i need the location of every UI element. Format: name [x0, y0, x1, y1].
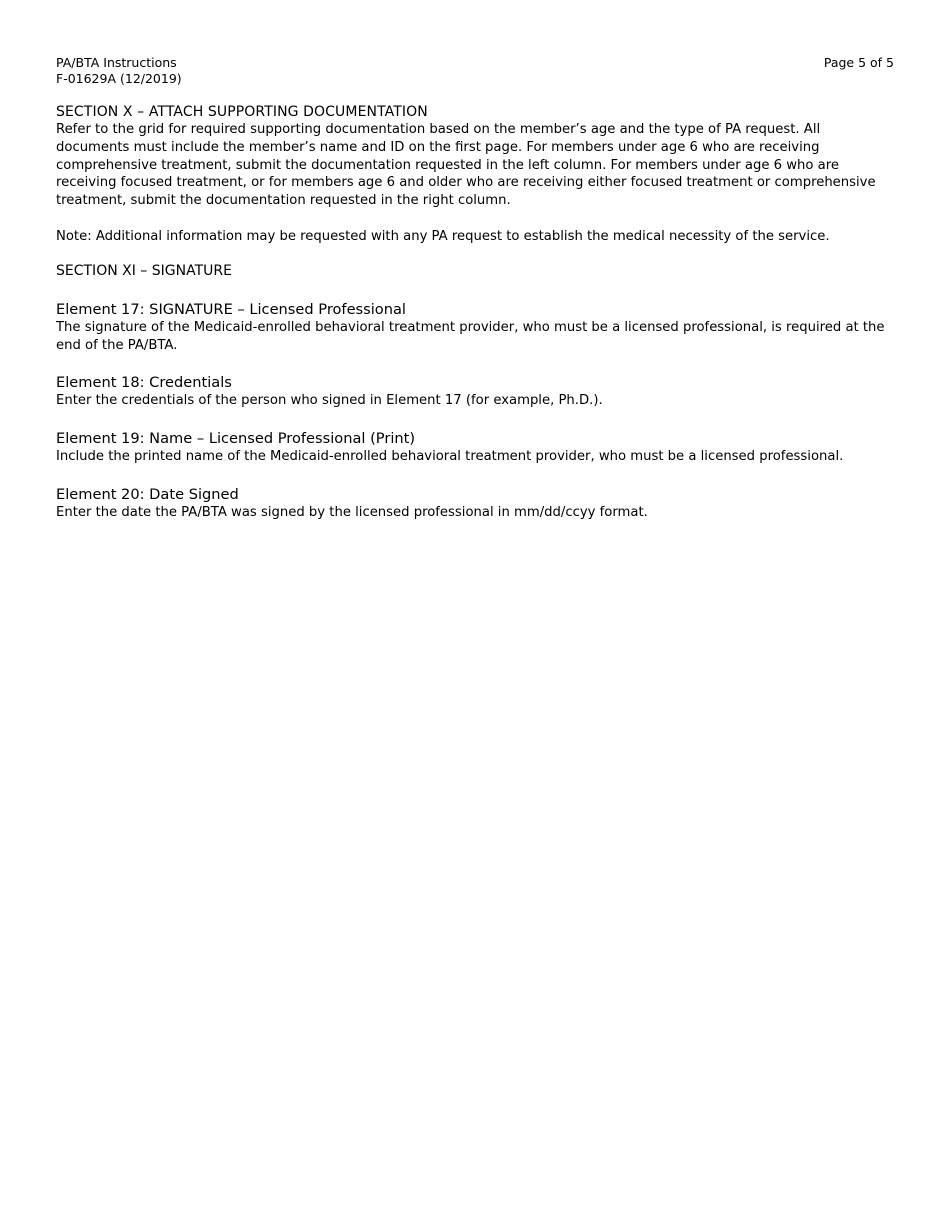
- element-18: [56, 374, 894, 410]
- element-heading: Element 18: Credentials: [56, 374, 232, 392]
- element-body: Include the printed name of the Medicaid-enrolled behavioral treatment provider, who must be a licensed professional.: [56, 449, 844, 465]
- document-page: [56, 55, 894, 522]
- element-heading: Element 19: Name – Licensed Professional (Print): [56, 430, 416, 448]
- element-heading: Element 20: Date Signed: [56, 485, 239, 503]
- element-body: Enter the credentials of the person who signed in Element 17 (for example, Ph.D.).: [56, 393, 603, 409]
- section-x: [56, 103, 894, 246]
- form-name: PA/BTA Instructions: [56, 55, 177, 70]
- element-body: Enter the date the PA/BTA was signed by the licensed professional in mm/dd/ccyy format.: [56, 504, 648, 520]
- element-body: The signature of the Medicaid-enrolled behavioral treatment provider, who must be a licensed professional, is required at the end of the PA/BTA.: [56, 319, 885, 353]
- element-20: [56, 486, 894, 522]
- section-xi-heading: SECTION XI – SIGNATURE: [56, 262, 232, 279]
- section-x-body: Refer to the grid for required supporting documentation based on the member’s age and the type of PA request. All documents must include the member’s name and ID on the first page. For members under age 6 who are receiving comprehensive treatment, submit the documentation requested in the left column. For members under age 6 who are receiving focused treatment, or for members age 6 and older who are receiving either focused treatment or comprehensive treatment, submit the documentation requested in the right column.: [56, 122, 876, 209]
- section-x-heading: SECTION X – ATTACH SUPPORTING DOCUMENTATION: [56, 104, 428, 120]
- page-header: [56, 55, 894, 89]
- section-x-note: Note: Additional information may be requested with any PA request to establish the medical necessity of the service.: [56, 228, 830, 244]
- element-19: [56, 430, 894, 466]
- form-identification: [56, 55, 894, 87]
- element-heading: Element 17: SIGNATURE – Licensed Professional: [56, 300, 406, 318]
- element-17: [56, 301, 894, 355]
- section-xi: [56, 262, 894, 522]
- page-number: Page 5 of 5: [823, 55, 894, 70]
- form-number: F-01629A (12/2019): [56, 71, 182, 86]
